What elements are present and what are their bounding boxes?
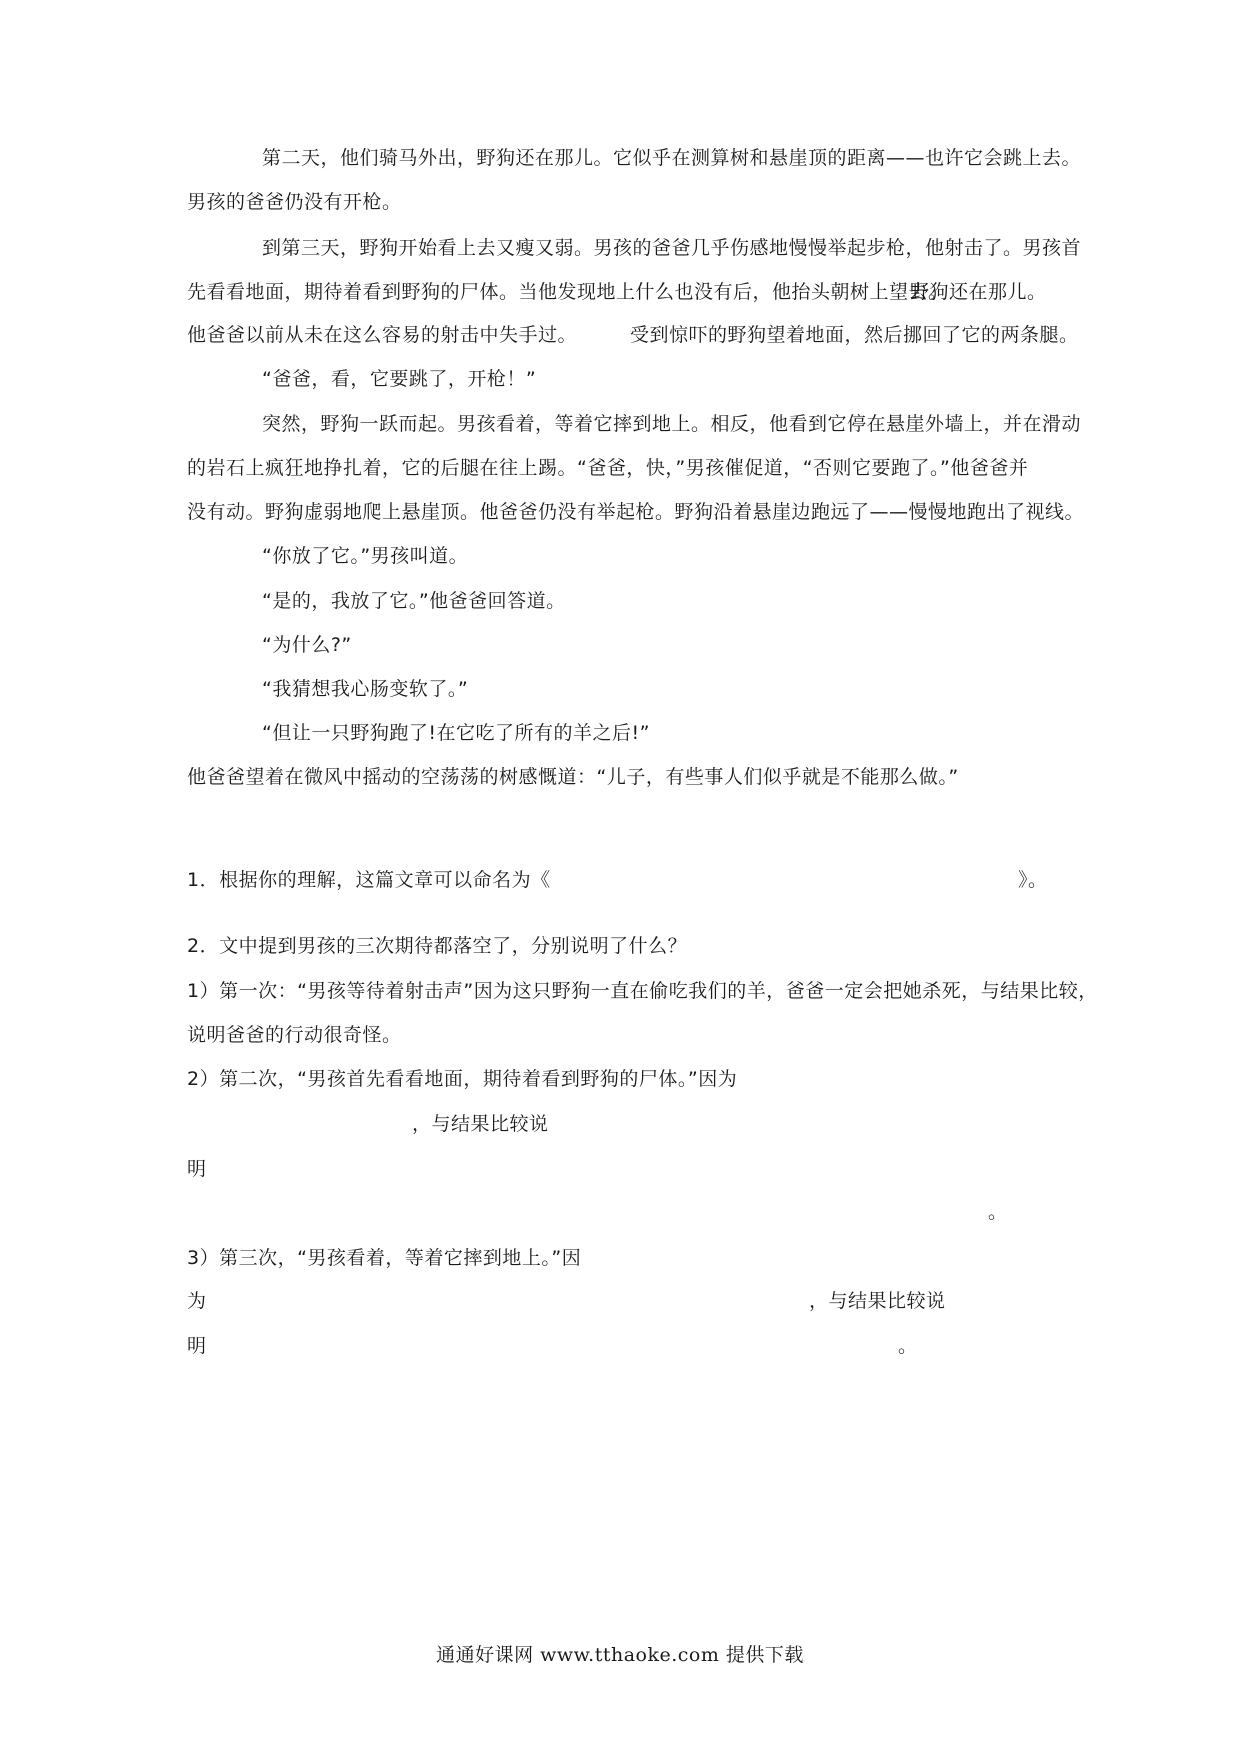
story-quote-4: “为什么?” [262, 634, 352, 656]
answer-3-line-2a: 为 [187, 1290, 207, 1312]
story-quote-3: “是的，我放了它。”他爸爸回答道。 [262, 590, 566, 612]
answer-2-end: 。 [988, 1201, 1008, 1223]
story-paragraph-2-line-3a: 他爸爸以前从未在这么容易的射击中失手过。 [187, 324, 578, 346]
answer-3-line-2b: ，与结果比较说 [809, 1290, 946, 1312]
answer-3-line-1: 3）第三次，“男孩看着，等着它摔到地上。”因 [187, 1247, 582, 1269]
story-paragraph-2-line-3b: 受到惊吓的野狗望着地面，然后挪回了它的两条腿。 [630, 324, 1079, 346]
page-footer: 通通好课网 www.tthaoke.com 提供下载 [436, 1644, 804, 1666]
question-1-prefix: 1．根据你的理解，这篇文章可以命名为《 [187, 869, 551, 891]
story-quote-5: “我猜想我心肠变软了。” [262, 678, 469, 700]
story-quote-1: “爸爸，看，它要跳了，开枪！” [262, 368, 537, 390]
question-1-suffix: 》。 [1018, 869, 1048, 891]
story-paragraph-3-line-3: 没有动。野狗虚弱地爬上悬崖顶。他爸爸仍没有举起枪。野狗沿着悬崖边跑远了——慢慢地跑出了视线。 [187, 501, 1085, 523]
story-paragraph-3-line-2: 的岩石上疯狂地挣扎着，它的后腿在往上踢。“爸爸，快，”男孩催促道，“否则它要跑了。”他爸爸并 [187, 457, 1029, 479]
story-quote-6: “但让一只野狗跑了!在它吃了所有的羊之后!” [262, 722, 650, 744]
answer-1-line-1: 1）第一次：“男孩等待着射击声”因为这只野狗一直在偷吃我们的羊，爸爸一定会把她杀死，与结果比较， [187, 980, 1098, 1002]
story-paragraph-1-line-2: 男孩的爸爸仍没有开枪。 [187, 191, 402, 213]
story-paragraph-3-line-1: 突然，野狗一跃而起。男孩看着，等着它摔到地上。相反，他看到它停在悬崖外墙上，并在滑动 [262, 413, 1082, 435]
story-quote-2: “你放了它。”男孩叫道。 [262, 545, 469, 567]
answer-2-line-2: ，与结果比较说 [412, 1113, 549, 1135]
question-2-title: 2．文中提到男孩的三次期待都落空了，分别说明了什么？ [187, 935, 688, 957]
story-paragraph-2-line-1: 到第三天，野狗开始看上去又瘦又弱。男孩的爸爸几乎伤感地慢慢举起步枪，他射击了。男孩首 [262, 237, 1082, 259]
story-paragraph-2-line-2a: 先看看地面，期待着看到野狗的尸体。当他发现地上什么也没有后，他抬头朝树上望去。 [187, 281, 948, 303]
answer-3-line-3a: 明 [187, 1335, 207, 1357]
answer-2-line-1: 2）第二次，“男孩首先看看地面，期待着看到野狗的尸体。”因为 [187, 1068, 738, 1090]
story-paragraph-2-line-2b: 野狗还在那儿。 [910, 281, 1047, 303]
story-paragraph-1-line-1: 第二天，他们骑马外出，野狗还在那儿。它似乎在测算树和悬崖顶的距离——也许它会跳上去。 [262, 147, 1082, 169]
answer-3-line-3b: 。 [898, 1335, 918, 1357]
answer-1-line-2: 说明爸爸的行动很奇怪。 [187, 1024, 402, 1046]
story-final-line: 他爸爸望着在微风中摇动的空荡荡的树感慨道：“儿子，有些事人们似乎就是不能那么做。” [187, 766, 959, 788]
answer-2-line-3: 明 [187, 1158, 207, 1180]
